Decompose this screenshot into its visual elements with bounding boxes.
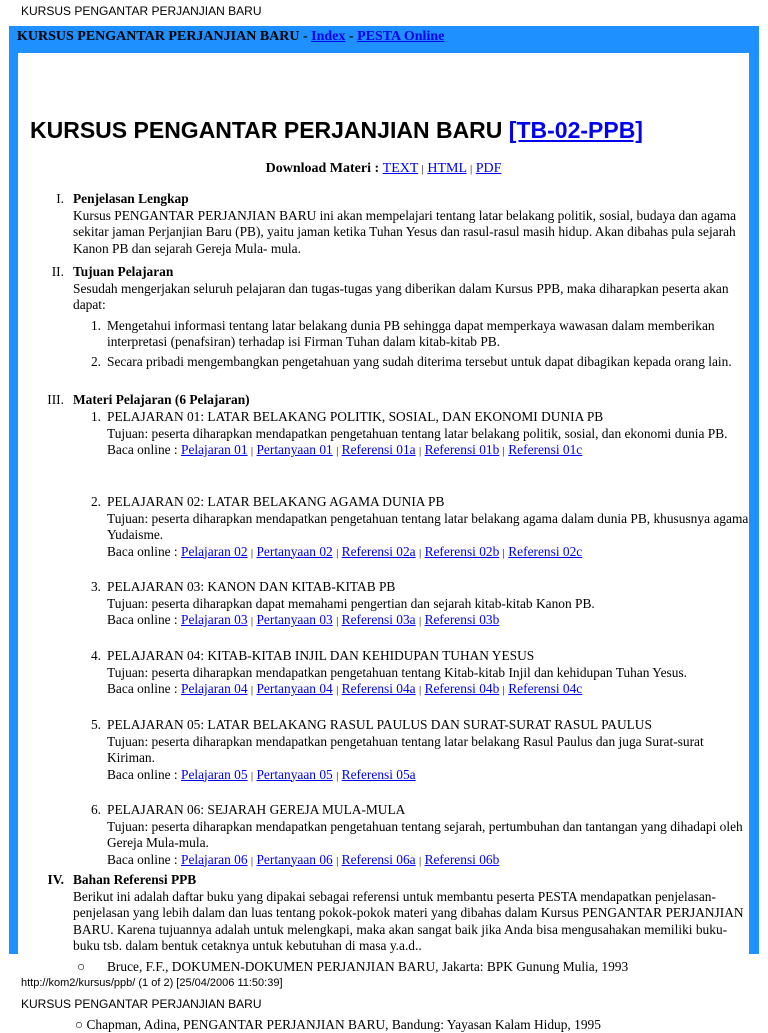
lesson-title: PELAJARAN 02: LATAR BELAKANG AGAMA DUNIA PB — [107, 494, 445, 509]
download-text-link[interactable]: TEXT — [382, 161, 419, 176]
content-panel — [18, 53, 749, 974]
lesson-link[interactable]: Referensi 01a — [341, 442, 416, 457]
lesson-goal: Tujuan: peserta diharapkan mendapatkan pengetahuan tentang latar belakang Rasul Paulus dan juga Surat-surat Kiriman. — [107, 733, 704, 765]
separator: | — [336, 445, 339, 457]
section-number: III. — [47, 392, 64, 407]
lesson-link[interactable]: Referensi 04a — [341, 681, 416, 696]
separator: | — [250, 769, 254, 782]
item-number: 3. — [90, 579, 101, 594]
top-bar — [9, 26, 759, 48]
print-header-page2: KURSUS PENGANTAR PERJANJIAN BARU — [21, 997, 262, 1011]
item-text: Secara pribadi mengembangkan pengetahuan yang sudah diterima tersebut untuk dapat dibagikan kepada orang lain. — [107, 353, 732, 369]
lesson-item — [90, 579, 749, 648]
separator: | — [502, 546, 505, 559]
baca-label: Baca online : — [107, 442, 181, 457]
item-number: 1. — [90, 409, 101, 424]
section-body — [73, 191, 753, 257]
lesson-link[interactable]: Pelajaran 02 — [181, 543, 248, 559]
lesson-title: PELAJARAN 03: KANON DAN KITAB-KITAB PB — [107, 579, 396, 594]
print-header: KURSUS PENGANTAR PERJANJIAN BARU — [21, 4, 262, 18]
lesson-title: PELAJARAN 04: KITAB-KITAB INJIL DAN KEHIDUPAN TUHAN YESUS — [107, 648, 535, 663]
lesson-links — [107, 442, 749, 460]
item-number: 4. — [90, 648, 101, 663]
lesson-title: PELAJARAN 05: LATAR BELAKANG RASUL PAULUS DAN SURAT-SURAT RASUL PAULUS — [107, 717, 652, 732]
lesson-link[interactable]: Referensi 02a — [341, 543, 416, 559]
lesson-title: PELAJARAN 06: SEJARAH GEREJA MULA-MULA — [107, 802, 406, 817]
lesson-link[interactable]: Referensi 02c — [508, 543, 583, 559]
lesson-link[interactable]: Referensi 03b — [424, 612, 500, 627]
objective-list — [90, 317, 749, 371]
separator: | — [336, 546, 339, 559]
list-item — [90, 317, 749, 351]
lesson-title: PELAJARAN 01: LATAR BELAKANG POLITIK, SOSIAL, DAN EKONOMI DUNIA PB — [107, 409, 604, 424]
lesson-link[interactable]: Referensi 02b — [424, 543, 500, 559]
top-bar-dash: - — [345, 29, 358, 44]
bullet-circle-icon: ○ — [75, 1017, 84, 1032]
baca-label: Baca online : — [107, 766, 181, 782]
download-html-link[interactable]: HTML — [427, 161, 467, 176]
separator: | — [419, 615, 422, 627]
lesson-item — [90, 648, 749, 717]
separator: | — [419, 546, 422, 559]
lesson-link[interactable]: Referensi 03a — [341, 612, 416, 627]
baca-label: Baca online : — [107, 851, 181, 867]
lesson-goal: Tujuan: peserta diharapkan mendapatkan pengetahuan tentang sejarah, pertumbuhan dan tantangan yang dihadapi oleh Gereja Mula-mula. — [107, 818, 743, 850]
page-frame — [9, 26, 759, 974]
lesson-link[interactable]: Referensi 04b — [424, 681, 500, 696]
item-number: 2. — [90, 353, 101, 369]
lesson-goal: Tujuan: peserta diharapkan mendapatkan pengetahuan tentang Kitab-kitab Injil dan kehidupan Tuhan Yesus. — [107, 664, 688, 680]
lesson-links — [107, 544, 749, 562]
separator: | — [502, 445, 505, 457]
lesson-goal: Tujuan: peserta diharapkan mendapatkan pengetahuan tentang latar belakang politik, sosial, dan ekonomi dunia PB. — [107, 425, 728, 441]
list-item — [90, 353, 749, 371]
separator: | — [250, 445, 254, 457]
baca-label: Baca online : — [107, 681, 181, 696]
section-text: Berikut ini adalah daftar buku yang dipakai sebagai referensi untuk membantu peserta PESTA mendapatkan penjelasan-penjelasan yang lebih dalam dan luas tentang pokok-pokok materi yang dibahas dalam Kursus PENGANTAR PERJANJIAN BARU. Karena tujuannya adalah untuk melengkapi, maka akan sangat baik jika Anda bisa mengusahakan memiliki buku-buku tsb. dalam bentuk cetaknya untuk kebutuhan di masa y.a.d.. — [73, 888, 744, 953]
lesson-item — [90, 494, 749, 579]
lesson-link[interactable]: Referensi 04c — [508, 681, 583, 696]
section-text: Sesudah mengerjakan seluruh pelajaran dan tugas-tugas yang diberikan dalam Kursus PPB, maka diharapkan peserta akan dapat: — [73, 280, 729, 312]
item-number: 2. — [90, 494, 101, 509]
lesson-link[interactable]: Pertanyaan 03 — [256, 612, 333, 627]
lesson-links — [107, 681, 749, 699]
section-number: I. — [56, 191, 64, 206]
section-heading: Bahan Referensi PPB — [73, 872, 197, 887]
item-text: Mengetahui informasi tentang latar belakang dunia PB sehingga dapat memperkaya wawasan dalam memberikan interpretasi (penafsiran) terhadap isi Firman Tuhan dalam kitab-kitab PB. — [107, 317, 715, 349]
item-number: 6. — [90, 802, 101, 817]
lesson-links — [107, 852, 749, 870]
separator: | — [336, 769, 339, 782]
reference-list — [77, 958, 749, 976]
separator: | — [502, 684, 505, 696]
lesson-link[interactable]: Referensi 06b — [424, 851, 500, 867]
lesson-link[interactable]: Pelajaran 04 — [181, 681, 248, 696]
lesson-link[interactable]: Referensi 01b — [424, 442, 500, 457]
lesson-link[interactable]: Referensi 01c — [508, 442, 583, 457]
separator: | — [250, 854, 254, 867]
separator: | — [419, 445, 422, 457]
lesson-link[interactable]: Pelajaran 01 — [181, 442, 248, 457]
pesta-online-link[interactable]: PESTA Online — [357, 29, 445, 44]
reference-text: Bruce, F.F., DOKUMEN-DOKUMEN PERJANJIAN BARU, Jakarta: BPK Gunung Mulia, 1993 — [107, 958, 629, 974]
reference-text: Chapman, Adina, PENGANTAR PERJANJIAN BARU, Bandung: Yayasan Kalam Hidup, 1995 — [86, 1017, 601, 1032]
item-number: 5. — [90, 717, 101, 732]
top-bar-title: KURSUS PENGANTAR PERJANJIAN BARU - — [17, 29, 312, 44]
print-footer-url: http://kom2/kursus/ppb/ (1 of 2) [25/04/2006 11:50:39] — [21, 977, 283, 989]
separator: | — [470, 163, 473, 175]
lesson-goal: Tujuan: peserta diharapkan dapat memahami pengertian dan sejarah kitab-kitab Kanon PB. — [107, 595, 595, 611]
download-pdf-link[interactable]: PDF — [475, 161, 502, 176]
section-heading: Tujuan Pelajaran — [73, 264, 174, 279]
lesson-link[interactable]: Referensi 06a — [341, 851, 416, 867]
lesson-link[interactable]: Pertanyaan 01 — [256, 442, 333, 457]
lesson-item — [90, 409, 749, 494]
separator: | — [336, 684, 339, 696]
lessons — [90, 409, 749, 878]
lesson-link[interactable]: Pertanyaan 04 — [256, 681, 333, 696]
separator: | — [419, 854, 422, 867]
item-number: 1. — [90, 317, 101, 333]
separator: | — [421, 163, 424, 175]
lesson-link[interactable]: Referensi 05a — [341, 766, 416, 782]
lesson-link[interactable]: Pelajaran 05 — [181, 766, 248, 782]
lesson-item — [90, 717, 749, 802]
download-label: Download Materi : — [265, 161, 383, 176]
baca-label: Baca online : — [107, 612, 181, 627]
lesson-link[interactable]: Pelajaran 03 — [181, 612, 248, 627]
separator: | — [419, 684, 422, 696]
separator: | — [250, 546, 254, 559]
separator: | — [250, 615, 254, 627]
separator: | — [250, 684, 254, 696]
section-heading: Materi Pelajaran (6 Pelajaran) — [73, 392, 250, 407]
lesson-link[interactable]: Pertanyaan 02 — [256, 543, 333, 559]
section-body — [73, 264, 753, 370]
list-item — [77, 958, 749, 976]
page-title-text: KURSUS PENGANTAR PERJANJIAN BARU — [30, 117, 509, 143]
section-number: II. — [51, 264, 64, 279]
lesson-item — [90, 802, 749, 878]
cutoff-reference — [75, 1017, 601, 1033]
section-body — [73, 392, 753, 409]
lesson-link[interactable]: Pertanyaan 05 — [256, 766, 333, 782]
separator: | — [336, 854, 339, 867]
lesson-link[interactable]: Pelajaran 06 — [181, 851, 248, 867]
section-number: IV. — [47, 872, 64, 887]
section-body — [73, 872, 753, 975]
lesson-links — [107, 612, 749, 630]
section-text: Kursus PENGANTAR PERJANJIAN BARU ini akan mempelajari tentang latar belakang politik, sosial, budaya dan agama sekitar jaman Perjanjian Baru (PB), yaitu jaman ketika Tuhan Yesus dan rasul-rasul masih hidup. Akan dibahas pula sejarah Kanon PB dan sejarah Gereja Mula- mula. — [73, 207, 737, 256]
page-title — [30, 117, 643, 144]
baca-label: Baca online : — [107, 543, 181, 559]
section-heading: Penjelasan Lengkap — [73, 191, 189, 206]
index-link[interactable]: Index — [311, 29, 346, 44]
top-bar-text — [17, 29, 444, 45]
bullet-circle-icon: ○ — [77, 958, 86, 974]
lesson-link[interactable]: Pertanyaan 06 — [256, 851, 333, 867]
lesson-links — [107, 767, 749, 785]
lesson-list-body — [73, 409, 753, 878]
download-row — [18, 161, 749, 177]
separator: | — [336, 615, 339, 627]
course-code-link[interactable]: [TB-02-PPB] — [508, 117, 643, 143]
lesson-goal: Tujuan: peserta diharapkan mendapatkan pengetahuan tentang latar belakang agama dalam dunia PB, khususnya agama Yudaisme. — [107, 510, 749, 542]
